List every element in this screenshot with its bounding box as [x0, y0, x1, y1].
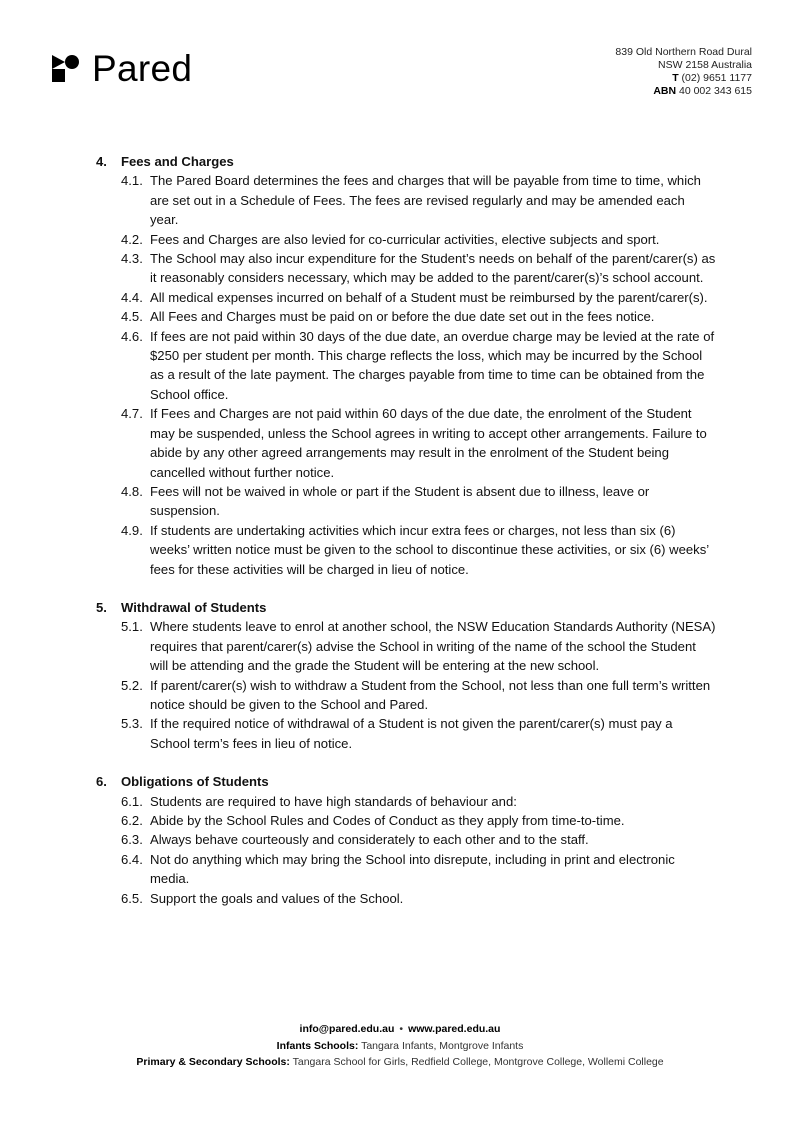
item-text: If fees are not paid within 30 days of the due date, an overdue charge may be levied at the rate of $250 per student per month. This charge reflects the loss, which may be incurred by the School as a result of the late payment. The charges payable from time to time can be obtained from the School office.	[150, 328, 715, 402]
item-number: 4.1.	[121, 173, 143, 189]
list-item	[121, 714, 716, 753]
primary-label: Primary & Secondary Schools:	[136, 1056, 290, 1068]
item-number: 6.4.	[121, 851, 143, 867]
item-text: Always behave courteously and considerately to each other and to the staff.	[150, 832, 589, 848]
phone-line	[615, 72, 752, 85]
infants-label: Infants Schools:	[276, 1039, 359, 1052]
list-item	[121, 850, 716, 889]
address-line-2: NSW 2158 Australia	[658, 59, 752, 71]
list-item	[121, 307, 716, 326]
abn-number: 40 002 343 615	[679, 85, 752, 97]
item-number: 6.3.	[121, 832, 143, 848]
section-heading	[96, 152, 716, 171]
item-number: 6.2.	[121, 813, 143, 828]
document-body	[96, 152, 716, 927]
item-text: Not do anything which may bring the School into disrepute, including in print and electronic media.	[150, 851, 675, 887]
list-item	[121, 676, 716, 715]
section-number: 5.	[96, 599, 107, 615]
section-title: Withdrawal of Students	[121, 599, 267, 615]
footer-website-link[interactable]: www.pared.edu.au	[408, 1023, 501, 1035]
item-text: The School may also incur expenditure for the Student’s needs on behalf of the parent/carer(s) as it reasonably considers necessary, which may be added to the parent/carer(s)’s school account.	[150, 251, 716, 286]
list-item	[121, 811, 716, 830]
item-number: 5.1.	[121, 619, 143, 635]
section-number: 6.	[96, 774, 107, 790]
list-item	[121, 249, 716, 288]
list-item	[121, 617, 716, 675]
page-footer	[0, 1021, 800, 1071]
item-text: If the required notice of withdrawal of a Student is not given the parent/carer(s) must pay a School term’s fees in lieu of notice.	[150, 716, 673, 751]
item-number: 4.6.	[121, 328, 143, 344]
item-text: If Fees and Charges are not paid within 60 days of the due date, the enrolment of the Student may be suspended, unless the School agrees in writing to accept other arrangements. Failure to abide by any other agreed arrangements may result in the enrolment of the Student being cancelled without further notice.	[150, 406, 707, 480]
section-title: Fees and Charges	[121, 154, 234, 169]
item-number: 5.3.	[121, 716, 143, 732]
section-number: 4.	[96, 154, 107, 169]
section-heading	[96, 598, 716, 617]
item-text: If parent/carer(s) wish to withdraw a Student from the School, not less than one full term’s written notice should be given to the School and Pared.	[150, 677, 711, 712]
list-item	[121, 327, 716, 405]
list-item	[121, 521, 716, 579]
item-number: 4.3.	[121, 251, 143, 267]
item-number: 4.9.	[121, 522, 143, 538]
footer-primary-line	[0, 1054, 800, 1071]
item-number: 4.4.	[121, 289, 143, 305]
item-text: Where students leave to enrol at another school, the NSW Education Standards Authority (NESA) requires that parent/carer(s) advise the School in writing of the name of the school the Student will be attending and the grade the Student will be entering at the new school.	[150, 619, 716, 674]
section-obligations-of-students	[96, 772, 716, 908]
footer-email-link[interactable]: info@pared.edu.au	[299, 1023, 395, 1035]
list-item	[121, 482, 716, 521]
bullet-separator-icon: •	[399, 1023, 404, 1035]
list-item	[121, 404, 716, 482]
section-heading	[96, 772, 716, 791]
list-item	[121, 230, 716, 249]
section-title: Obligations of Students	[121, 774, 269, 790]
pared-logo-icon	[52, 55, 80, 83]
logo-text: Pared	[92, 48, 193, 89]
list-item	[121, 792, 716, 811]
abn-label: ABN	[653, 85, 677, 97]
item-number: 6.1.	[121, 793, 143, 809]
item-text: All Fees and Charges must be paid on or before the due date set out in the fees notice.	[150, 309, 655, 325]
item-text: All medical expenses incurred on behalf of a Student must be reimbursed by the parent/carer(s).	[150, 289, 708, 305]
item-number: 4.2.	[121, 231, 143, 247]
section-fees-and-charges	[96, 152, 716, 579]
footer-contact-line	[0, 1021, 800, 1038]
abn-line	[615, 85, 752, 98]
address-line-1: 839 Old Northern Road Dural	[615, 46, 752, 58]
item-text: If students are undertaking activities which incur extra fees or charges, not less than six (6) weeks’ written notice must be given to the school to discontinue these activities, or six (6) weeks’ fees for these activities will be charged in lieu of notice.	[150, 522, 709, 577]
primary-schools: Tangara School for Girls, Redfield College, Montgrove College, Wollemi College	[292, 1056, 664, 1068]
item-text: Support the goals and values of the School.	[150, 890, 404, 906]
phone-label: T	[672, 72, 679, 84]
infants-schools: Tangara Infants, Montgrove Infants	[361, 1039, 524, 1052]
section-withdrawal-of-students	[96, 598, 716, 753]
list-item	[121, 171, 716, 229]
header-address	[615, 46, 752, 98]
list-item	[121, 830, 716, 849]
item-text: Fees will not be waived in whole or part if the Student is absent due to illness, leave or suspension.	[150, 483, 650, 519]
item-text: The Pared Board determines the fees and charges that will be payable from time to time, which are set out in a Schedule of Fees. The fees are revised regularly and may be amended each year.	[150, 173, 701, 228]
item-number: 4.7.	[121, 406, 143, 422]
item-text: Abide by the School Rules and Codes of Conduct as they apply from time-to-time.	[150, 813, 625, 828]
list-item	[121, 288, 716, 307]
item-text: Fees and Charges are also levied for co-curricular activities, elective subjects and sport.	[150, 231, 660, 247]
pared-logo	[52, 50, 192, 87]
phone-number: (02) 9651 1177	[681, 72, 752, 84]
item-number: 5.2.	[121, 677, 143, 693]
list-item	[121, 889, 716, 908]
item-number: 4.8.	[121, 483, 143, 499]
item-number: 6.5.	[121, 890, 143, 906]
footer-infants-line	[0, 1038, 800, 1055]
item-number: 4.5.	[121, 309, 143, 325]
item-text: Students are required to have high standards of behaviour and:	[150, 793, 517, 809]
